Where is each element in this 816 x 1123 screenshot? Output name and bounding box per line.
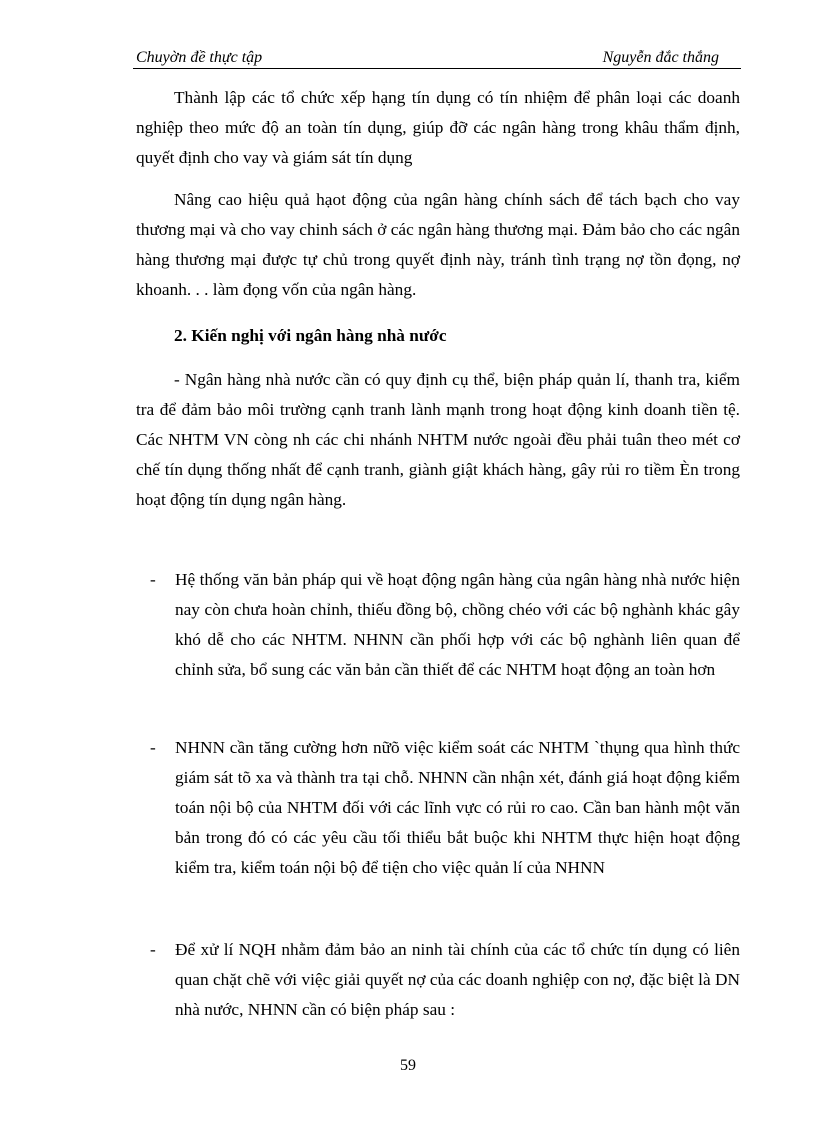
bullet-item-supervision: NHNN cần tăng cường hơn nữõ việc kiểm soát các NHTM `thụng qua hình thức giám sát tõ xa và thành tra tại chỗ. NHNN cần nhận xét, đánh giá hoạt động kiểm toán nội bộ của NHTM đối với các lĩnh vực có rủi ro cao. Cần ban hành một văn bản trong đó có các yêu cầu tối thiểu bắt buộc khi NHTM thực hiện hoạt động kiểm tra, kiểm toán nội bộ để tiện cho việc quản lí của NHNN bbox=[175, 738, 740, 877]
page-header bbox=[133, 48, 741, 69]
section-heading: 2. Kiến nghị với ngân hàng nhà nước bbox=[174, 326, 447, 345]
header-left-title: Chuyờn đề thực tập bbox=[136, 49, 263, 66]
bullet-item-bad-debt: Để xử lí NQH nhằm đảm bảo an ninh tài chính của các tổ chức tín dụng có liên quan chặt chẽ với việc giải quyết nợ của các doanh nghiệp con nợ, đặc biệt là DN nhà nước, NHNN cần có biện pháp sau : bbox=[175, 940, 740, 1019]
bullet-marker: - bbox=[150, 940, 156, 959]
bullet-item-legal-system: Hệ thống văn bản pháp qui về hoạt động ngân hàng của ngân hàng nhà nước hiện nay còn chưa hoàn chỉnh, thiếu đồng bộ, chồng chéo với các bộ nghành khác gây khó dễ cho các NHTM. NHNN cần phối hợp với các bộ nghành liên quan để chỉnh sửa, bổ sung các văn bản cần thiết để các NHTM hoạt động an toàn hơn bbox=[175, 570, 740, 679]
paragraph-credit-rating: Thành lập các tổ chức xếp hạng tín dụng có tín nhiệm để phân loại các doanh nghiệp theo mức độ an toàn tín dụng, giúp đỡ các ngân hàng trong khâu thẩm định, quyết định cho vay và giám sát tín dụng bbox=[136, 88, 740, 167]
header-author: Nguyễn đắc thắng bbox=[602, 49, 719, 66]
bullet-marker: - bbox=[150, 570, 156, 589]
bullet-marker: - bbox=[150, 738, 156, 757]
page-number: 59 bbox=[400, 1057, 416, 1074]
paragraph-state-bank-regulation: - Ngân hàng nhà nước cần có quy định cụ thể, biện pháp quản lí, thanh tra, kiểm tra để đảm bảo môi trường cạnh tranh lành mạnh trong hoạt động kinh doanh tiền tệ. Các NHTM VN còng nh các chi nhánh NHTM nước ngoài đều phải tuân theo mét cơ chế tín dụng thống nhất để cạnh tranh, giành giật khách hàng, gây rủi ro tiềm Èn trong hoạt động tín dụng ngân hàng. bbox=[136, 370, 740, 509]
paragraph-policy-bank: Nâng cao hiệu quả hạot động của ngân hàng chính sách để tách bạch cho vay thương mại và cho vay chinh sách ở các ngân hàng thương mại. Đảm bảo cho các ngân hàng thương mại được tự chủ trong quyết định này, tránh tình trạng nợ tồn đọng, nợ khoanh. . . làm đọng vốn của ngân hàng. bbox=[136, 190, 740, 299]
